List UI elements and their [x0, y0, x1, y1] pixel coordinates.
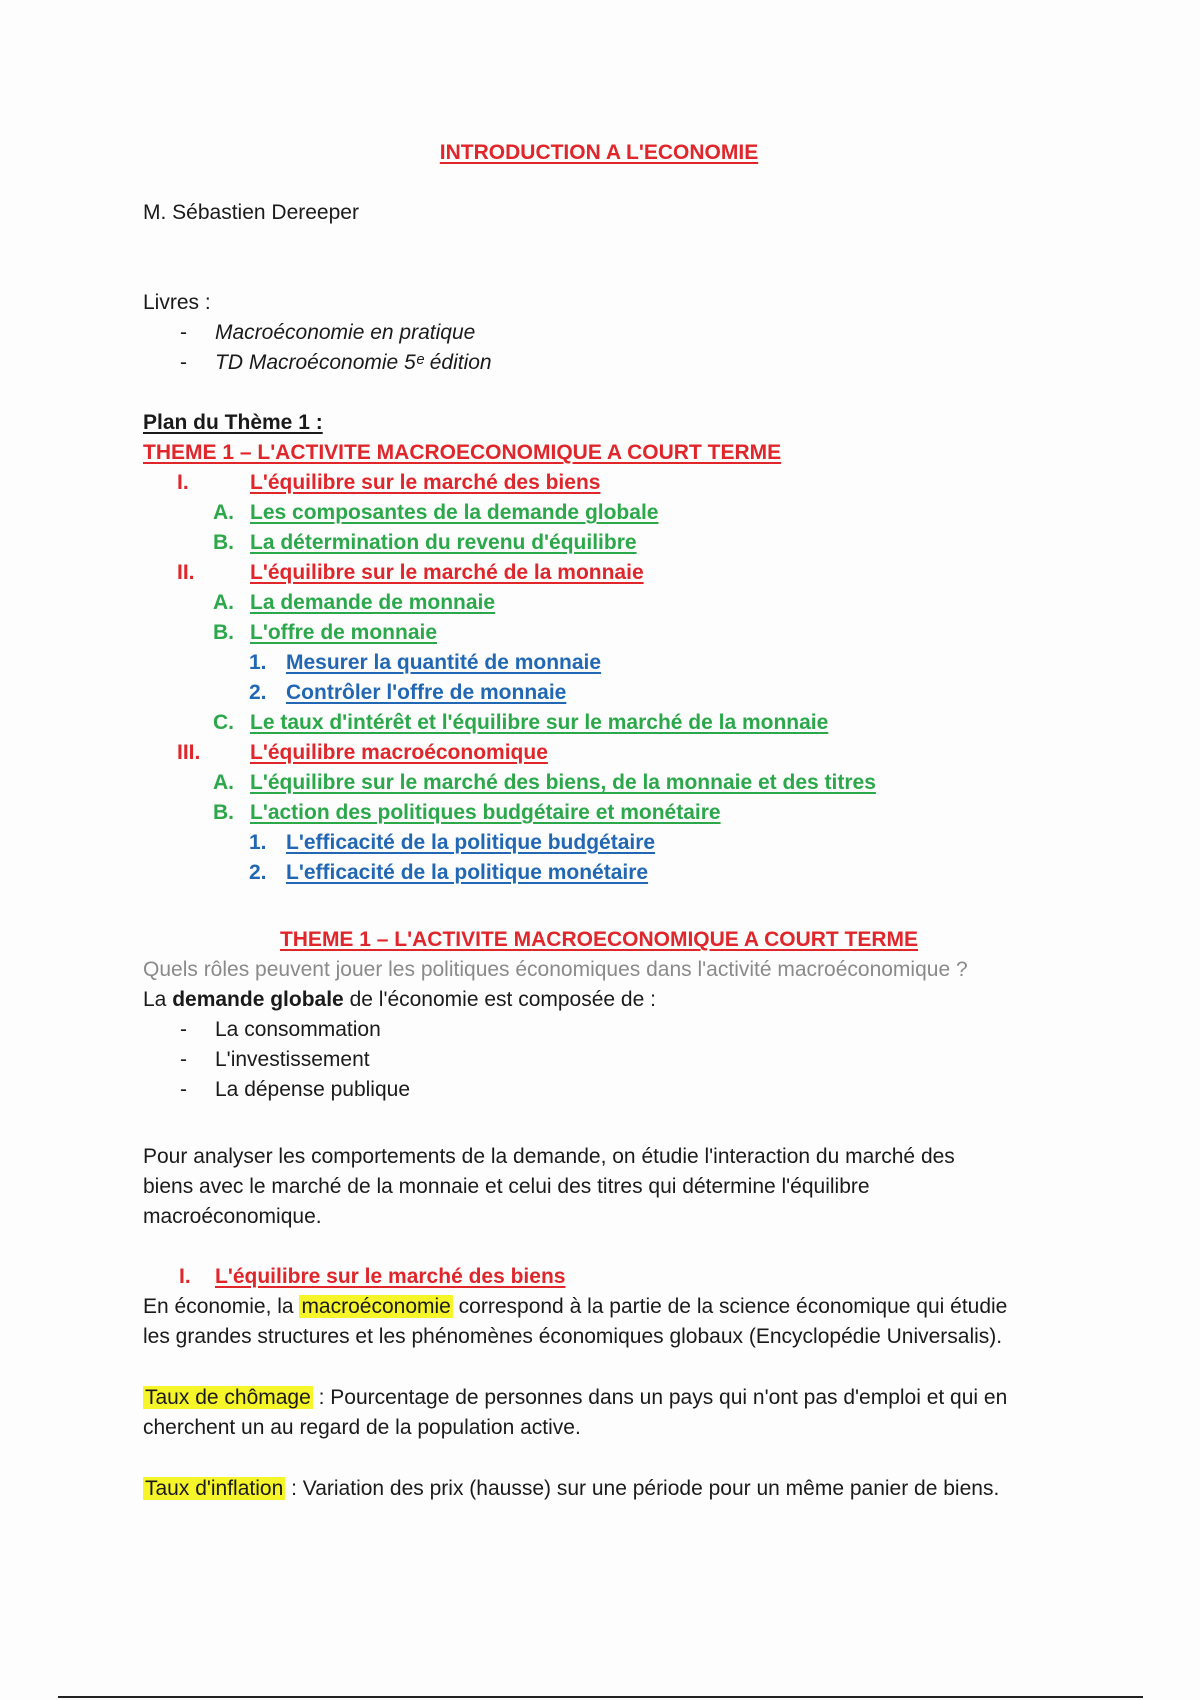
plan-item-level1: III. L'équilibre macroéconomique: [177, 741, 548, 764]
plan-item-level3: 2. L'efficacité de la politique monétaire: [249, 861, 649, 884]
plan-item-level2: A. La demande de monnaie: [213, 591, 496, 614]
highlighted-term: Taux d'inflation: [145, 1477, 284, 1500]
chomage-definition: Taux de chômage : Pourcentage de personnes dans un pays qui n'ont pas d'emploi et qui en: [145, 1386, 1008, 1409]
plan-item-level2: A. Les composantes de la demande globale: [213, 501, 659, 524]
page-bottom-rule: [58, 1696, 1143, 1698]
author: M. Sébastien Dereeper: [143, 201, 359, 224]
highlighted-term: Taux de chômage: [145, 1386, 311, 1409]
plan-item-level2: C. Le taux d'intérêt et l'équilibre sur le marché de la monnaie: [213, 711, 829, 734]
plan-item-level2: B. La détermination du revenu d'équilibre: [213, 531, 637, 554]
plan-item-level3: 1. Mesurer la quantité de monnaie: [249, 651, 602, 674]
plan-item-level3: 2. Contrôler l'offre de monnaie: [249, 681, 567, 704]
demand-intro: La demande globale de l'économie est composée de :: [143, 988, 656, 1011]
paragraph-line: macroéconomique.: [143, 1205, 322, 1228]
paragraph-line: biens avec le marché de la monnaie et celui des titres qui détermine l'équilibre: [143, 1175, 870, 1198]
demand-item: - La consommation: [180, 1015, 381, 1045]
chomage-definition-line2: cherchent un au regard de la population active.: [143, 1416, 581, 1439]
bullet-dash: -: [180, 351, 187, 374]
demand-item: - L'investissement: [180, 1045, 370, 1075]
bullet-dash: -: [180, 1018, 187, 1041]
document-title: INTRODUCTION A L'ECONOMIE: [439, 141, 759, 164]
book-item: - TD Macroéconomie 5ᵉ édition: [180, 348, 492, 378]
section-heading: THEME 1 – L'ACTIVITE MACROECONOMIQUE A COURT TERME: [279, 928, 919, 951]
plan-theme-heading: THEME 1 – L'ACTIVITE MACROECONOMIQUE A COURT TERME: [143, 441, 782, 464]
subsection-heading: I. L'équilibre sur le marché des biens: [179, 1265, 566, 1288]
bullet-dash: -: [180, 321, 187, 344]
macro-definition: En économie, la macroéconomie correspond à la partie de la science économique qui étudie: [143, 1295, 1008, 1318]
macro-definition-line2: les grandes structures et les phénomènes économiques globaux (Encyclopédie Universalis).: [143, 1325, 1003, 1348]
plan-item-level1: II. L'équilibre sur le marché de la monnaie: [177, 561, 644, 584]
plan-item-level2: B. L'offre de monnaie: [213, 621, 438, 644]
demand-item: - La dépense publique: [180, 1075, 410, 1105]
section-question: Quels rôles peuvent jouer les politiques économiques dans l'activité macroéconomique ?: [143, 958, 968, 981]
book-item: - Macroéconomie en pratique: [180, 318, 475, 348]
bullet-dash: -: [180, 1048, 187, 1071]
plan-item-level2: B. L'action des politiques budgétaire et monétaire: [213, 801, 721, 824]
plan-item-level1: I. L'équilibre sur le marché des biens: [177, 471, 601, 494]
plan-item-level2: A. L'équilibre sur le marché des biens, de la monnaie et des titres: [213, 771, 876, 794]
bullet-dash: -: [180, 1078, 187, 1101]
books-label: Livres :: [143, 291, 211, 314]
paragraph-line: Pour analyser les comportements de la demande, on étudie l'interaction du marché des: [143, 1145, 955, 1168]
inflation-definition: Taux d'inflation : Variation des prix (hausse) sur une période pour un même panier de biens.: [145, 1477, 1000, 1500]
plan-item-level3: 1. L'efficacité de la politique budgétaire: [249, 831, 656, 854]
highlighted-term: macroéconomie: [301, 1295, 451, 1318]
plan-label: Plan du Thème 1 :: [143, 411, 323, 434]
